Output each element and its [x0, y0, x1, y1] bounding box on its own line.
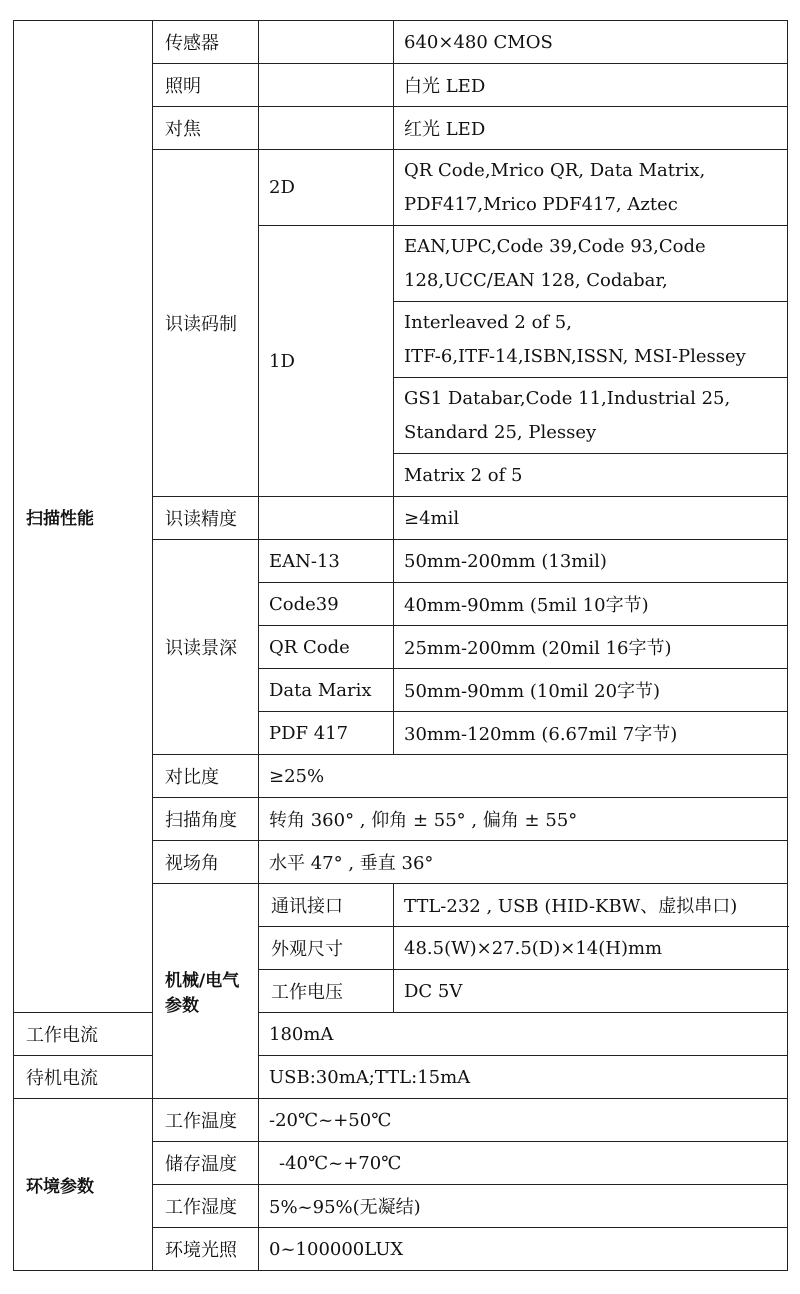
depth-code: Data Marix [259, 669, 394, 712]
value-contrast: ≥25% [259, 755, 788, 798]
label-1d: 1D [259, 226, 394, 497]
category-mechanical-electrical: 机械/电气参数 [153, 884, 259, 1099]
value-dimension: 48.5(W)×27.5(D)×14(H)mm [394, 927, 788, 970]
label-current: 工作电流 [14, 1013, 153, 1056]
blank-cell [259, 497, 394, 540]
blank-cell [259, 21, 394, 64]
depth-range: 25mm-200mm (20mil 16字节) [394, 626, 788, 669]
depth-range: 50mm-200mm (13mil) [394, 540, 788, 583]
blank-cell [259, 64, 394, 107]
value-storage-temperature: -40℃~+70℃ [259, 1142, 788, 1185]
label-scan-angle: 扫描角度 [153, 798, 259, 841]
value-field-of-view: 水平 47° , 垂直 36° [259, 841, 788, 884]
value-operating-temperature: -20℃~+50℃ [259, 1099, 788, 1142]
depth-range: 30mm-120mm (6.67mil 7字节) [394, 712, 788, 755]
value-ambient-light: 0~100000LUX [259, 1228, 788, 1271]
depth-range: 50mm-90mm (10mil 20字节) [394, 669, 788, 712]
value-precision: ≥4mil [394, 497, 788, 540]
label-standby-current: 待机电流 [14, 1056, 153, 1099]
label-symbology: 识读码制 [153, 150, 259, 497]
label-humidity: 工作湿度 [153, 1185, 259, 1228]
value-humidity: 5%~95%(无凝结) [259, 1185, 788, 1228]
depth-code: EAN-13 [259, 540, 394, 583]
row-current [14, 1013, 788, 1056]
value-standby-current: USB:30mA;TTL:15mA [259, 1056, 788, 1099]
depth-code: PDF 417 [259, 712, 394, 755]
value-voltage: DC 5V [394, 970, 788, 1013]
value-1d-codes: Interleaved 2 of 5, ITF-6,ITF-14,ISBN,ISSN, MSI-Plessey [394, 302, 788, 378]
value-focus: 红光 LED [394, 107, 788, 150]
label-sensor: 传感器 [153, 21, 259, 64]
label-field-of-view: 视场角 [153, 841, 259, 884]
row-operating-temperature [14, 1099, 788, 1142]
label-storage-temperature: 储存温度 [153, 1142, 259, 1185]
value-light: 白光 LED [394, 64, 788, 107]
label-contrast: 对比度 [153, 755, 259, 798]
label-voltage: 工作电压 [259, 970, 394, 1013]
label-focus: 对焦 [153, 107, 259, 150]
value-1d-codes: GS1 Databar,Code 11,Industrial 25, Standard 25, Plessey [394, 378, 788, 454]
label-operating-temperature: 工作温度 [153, 1099, 259, 1142]
label-dimension: 外观尺寸 [259, 927, 394, 970]
blank-cell [259, 107, 394, 150]
label-2d: 2D [259, 150, 394, 226]
label-ambient-light: 环境光照 [153, 1228, 259, 1271]
label-depth-of-field: 识读景深 [153, 540, 259, 755]
category-environment: 环境参数 [14, 1099, 153, 1271]
depth-code: QR Code [259, 626, 394, 669]
label-interface: 通讯接口 [259, 884, 394, 927]
row-standby-current [14, 1056, 788, 1099]
value-current: 180mA [259, 1013, 788, 1056]
label-precision: 识读精度 [153, 497, 259, 540]
value-1d-codes: EAN,UPC,Code 39,Code 93,Code 128,UCC/EAN 128, Codabar, [394, 226, 788, 302]
value-interface: TTL-232 , USB (HID-KBW、虚拟串口) [394, 884, 788, 927]
value-2d-codes: QR Code,Mrico QR, Data Matrix, PDF417,Mrico PDF417, Aztec [394, 150, 788, 226]
value-scan-angle: 转角 360° , 仰角 ± 55° , 偏角 ± 55° [259, 798, 788, 841]
label-light: 照明 [153, 64, 259, 107]
row-sensor [14, 21, 788, 64]
value-1d-codes: Matrix 2 of 5 [394, 454, 788, 497]
spec-table [13, 20, 788, 1271]
category-scan-performance: 扫描性能 [14, 21, 153, 1013]
value-sensor: 640×480 CMOS [394, 21, 788, 64]
depth-range: 40mm-90mm (5mil 10字节) [394, 583, 788, 626]
depth-code: Code39 [259, 583, 394, 626]
